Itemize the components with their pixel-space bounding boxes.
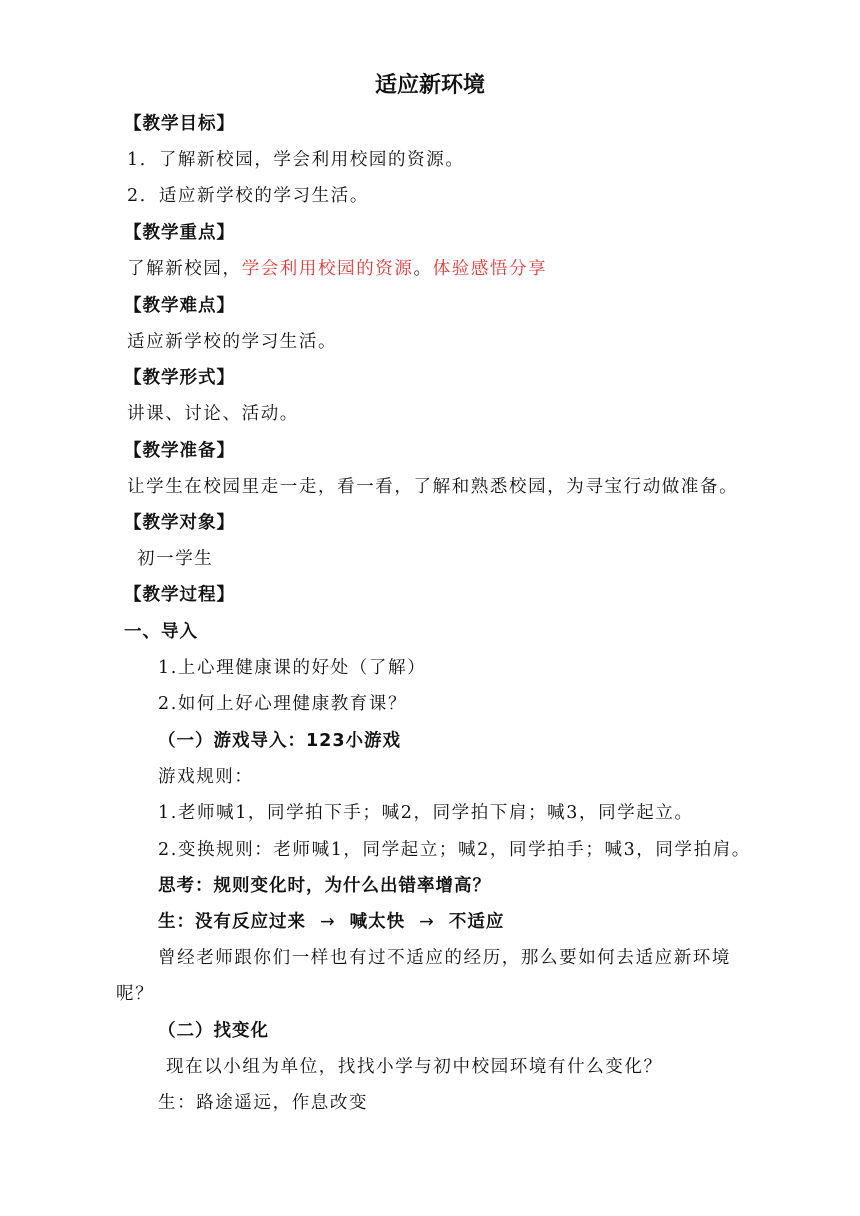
key-points-line	[127, 257, 547, 281]
intro-item-2: 2.如何上好心理健康教育课？	[158, 694, 408, 714]
answer-part-3: 不适应	[448, 912, 505, 932]
rule-1: 1.老师喊1，同学拍下手；喊2，同学拍下肩；喊3，同学起立。	[158, 803, 694, 823]
prep-text: 让学生在校园里走一走，看一看，了解和熟悉校园，为寻宝行动做准备。	[127, 477, 739, 497]
key-points-period: 。	[413, 259, 433, 279]
key-points-heading: 【教学重点】	[124, 223, 235, 243]
paragraph-line-2: 呢？	[116, 984, 155, 1004]
intro-item-1: 1.上心理健康课的好处（了解）	[158, 658, 427, 678]
arrow-right-icon: →	[419, 912, 435, 932]
rule-2: 2.变换规则：老师喊1，同学起立；喊2，同学拍手；喊3，同学拍肩。	[158, 840, 751, 860]
rules-label: 游戏规则：	[158, 767, 254, 787]
answer-part-2: 喊太快	[349, 912, 406, 932]
key-points-highlight-2: 体验感悟分享	[432, 259, 548, 279]
difficulties-text: 适应新学校的学习生活。	[127, 332, 338, 352]
difficulties-heading: 【教学难点】	[124, 296, 235, 316]
forms-heading: 【教学形式】	[124, 368, 235, 388]
prep-heading: 【教学准备】	[124, 441, 235, 461]
section-1-heading: 一、导入	[124, 622, 198, 642]
game-heading: （一）游戏导入：123小游戏	[158, 731, 402, 751]
key-points-highlight: 学会利用校园的资源	[241, 259, 414, 279]
change-answer: 生：路途遥远，作息改变	[158, 1093, 369, 1113]
process-heading: 【教学过程】	[124, 585, 235, 605]
document-title: 适应新环境	[374, 73, 485, 98]
objectives-heading: 【教学目标】	[124, 114, 235, 134]
forms-text: 讲课、讨论、活动。	[127, 404, 299, 424]
think-question: 思考：规则变化时，为什么出错率增高？	[158, 876, 491, 896]
objective-1: 1．了解新校园，学会利用校园的资源。	[127, 150, 465, 170]
audience-heading: 【教学对象】	[124, 513, 235, 533]
change-text: 现在以小组为单位，找找小学与初中校园环境有什么变化？	[166, 1057, 663, 1077]
key-points-text: 了解新校园，	[127, 259, 242, 279]
answer-part-1: 生：没有反应过来	[158, 912, 306, 932]
student-answer	[158, 910, 504, 934]
audience-text: 初一学生	[137, 549, 214, 569]
paragraph-line-1: 曾经老师跟你们一样也有过不适应的经历，那么要如何去适应新环境	[158, 948, 731, 968]
change-heading: （二）找变化	[158, 1021, 269, 1041]
arrow-right-icon: →	[320, 912, 336, 932]
objective-2: 2．适应新学校的学习生活。	[127, 186, 369, 206]
